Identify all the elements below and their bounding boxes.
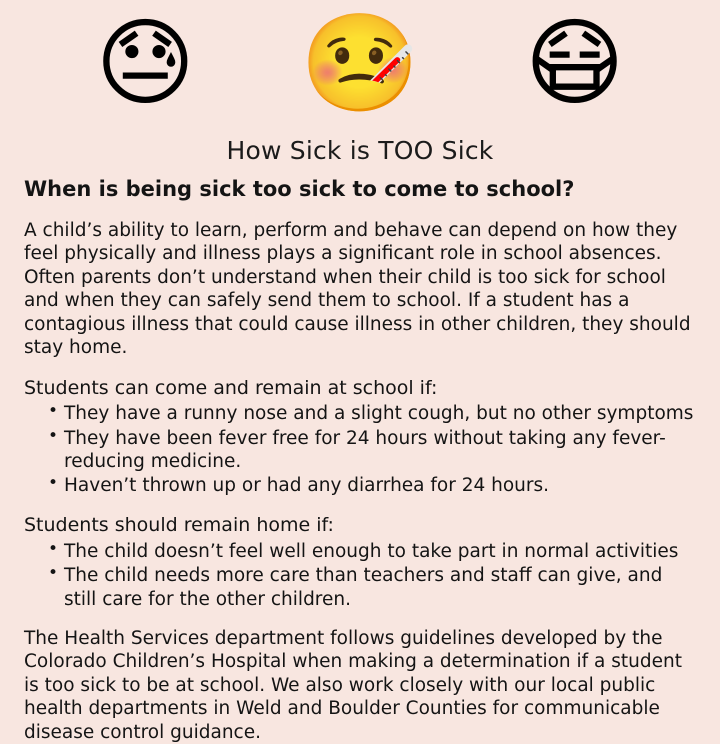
list-item: • They have been fever free for 24 hours without taking any fever-reducing medicine. (48, 427, 698, 474)
list-item: • They have a runny nose and a slight cough, but no other symptoms (48, 402, 698, 425)
intro-paragraph: A child’s ability to learn, perform and behave can depend on how they feel physically and illness plays a significant role in school absences. Often parents don’t understand when their child is too sick for school and when they can safely send them to school. If a student has a contagious illness that could cause illness in other children, they should stay home. (24, 219, 691, 359)
list-can-attend (24, 402, 698, 497)
list-item: • The child doesn’t feel well enough to take part in normal activities (48, 540, 698, 563)
list-item: • The child needs more care than teachers and staff can give, and still care for the other children. (48, 564, 698, 611)
lead-question: When is being sick too sick to come to school? (24, 177, 575, 201)
closing-paragraph: The Health Services department follows guidelines developed by the Colorado Children’s Hospital when making a determination if a student is too sick to be at school. We also work closely with our local public health departments in Weld and Boulder Counties for communicable disease control guidance. (24, 627, 682, 743)
section-heading-can-attend: Students can come and remain at school if: (24, 376, 438, 399)
section-heading-stay-home: Students should remain home if: (24, 514, 334, 537)
list-item: • Haven’t thrown up or had any diarrhea for 24 hours. (48, 474, 698, 497)
sad-sweat-face-emoji: 😓 (95, 7, 196, 119)
face-with-thermometer-emoji: 🤒 (300, 7, 420, 119)
page-title: How Sick is TOO Sick (226, 136, 494, 165)
emoji-header-row (0, 0, 720, 118)
document-body (0, 177, 720, 744)
list-stay-home (24, 540, 698, 611)
face-with-medical-mask-emoji: 😷 (524, 7, 625, 119)
